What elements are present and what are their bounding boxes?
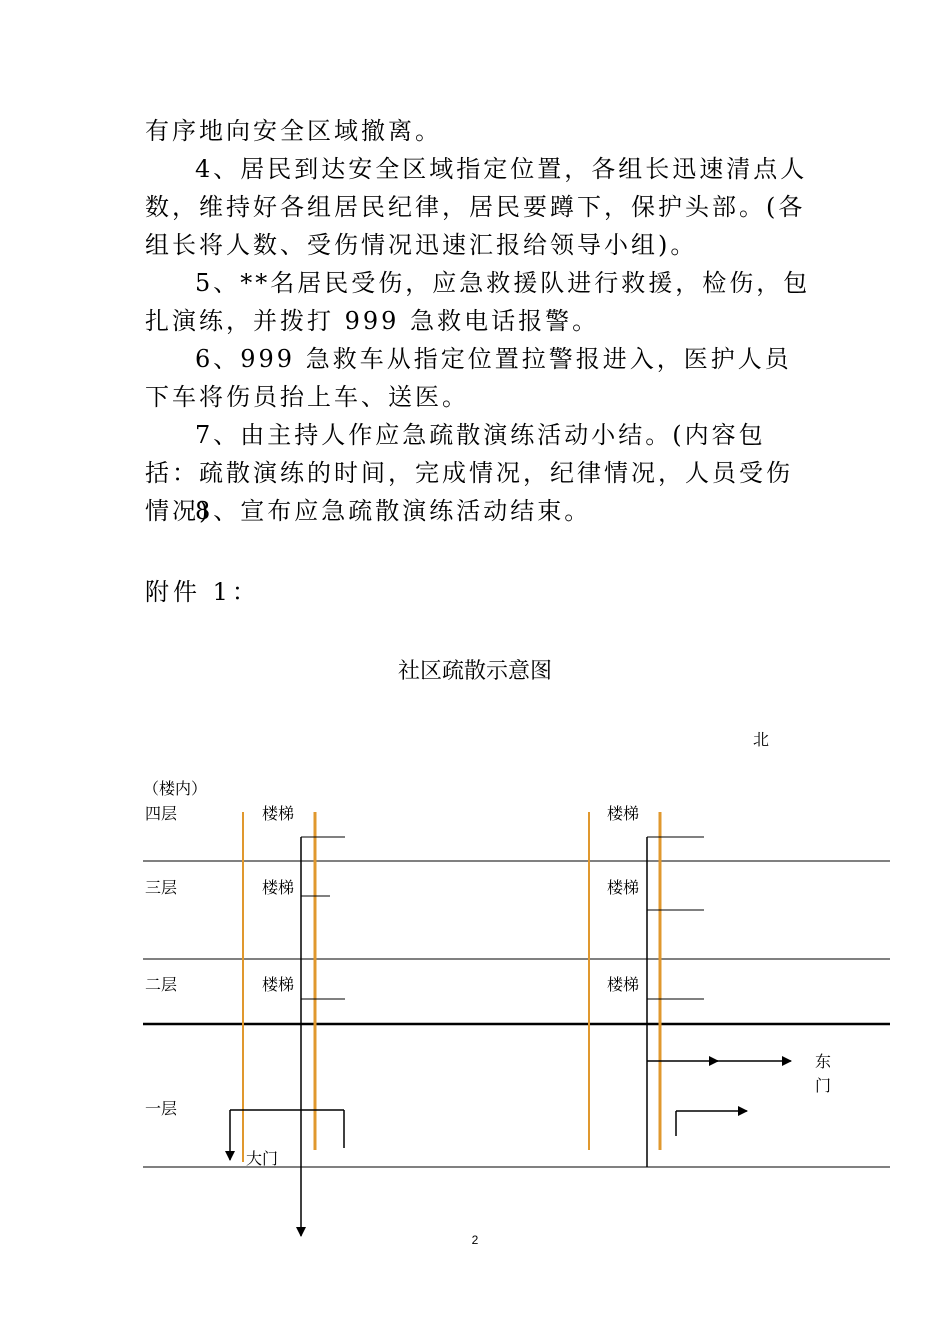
paragraph-step-4: 4、居民到达安全区域指定位置，各组长迅速清点人数，维持好各组居民纪律，居民要蹲下，保护头部。(各组长将人数、受伤情况迅速汇报给领导小组)。 <box>145 155 808 259</box>
stair-label-left-f2: 楼梯 <box>262 975 295 994</box>
east-gate-label: 东门 <box>815 1052 832 1095</box>
stair-label-right-f2: 楼梯 <box>607 975 640 994</box>
north-label: 北 <box>753 730 770 749</box>
floor-label-3: 三层 <box>145 878 178 897</box>
attachment-label: 附件 1： <box>145 578 260 606</box>
page-number: 2 <box>471 1233 479 1247</box>
floor-label-4: 四层 <box>145 804 178 823</box>
floor-label-1: 一层 <box>145 1099 178 1118</box>
stair-label-left-f3: 楼梯 <box>262 878 295 897</box>
stair-label-left-f4: 楼梯 <box>262 804 295 823</box>
paragraph-step-8: 8、宣布应急疏散演练活动结束。 <box>195 497 592 525</box>
paragraph-continuation: 有序地向安全区域撤离。 <box>145 117 442 145</box>
stair-label-right-f4: 楼梯 <box>607 804 640 823</box>
main-gate-label: 大门 <box>246 1149 279 1168</box>
paragraph-step-7: 7、由主持人作应急疏散演练活动小结。(内容包括：疏散演练的时间，完成情况，纪律情况，人员受伤情况) <box>145 421 793 525</box>
paragraph-step-6: 6、999 急救车从指定位置拉警报进入，医护人员下车将伤员抬上车、送医。 <box>145 345 792 411</box>
inside-building-note: （楼内） <box>143 779 208 798</box>
stair-label-right-f3: 楼梯 <box>607 878 640 897</box>
floor-label-2: 二层 <box>145 975 178 994</box>
diagram-title: 社区疏散示意图 <box>397 659 552 684</box>
paragraph-step-5: 5、**名居民受伤，应急救援队进行救援，检伤，包扎演练，并拨打 999 急救电话报警。 <box>145 269 811 335</box>
